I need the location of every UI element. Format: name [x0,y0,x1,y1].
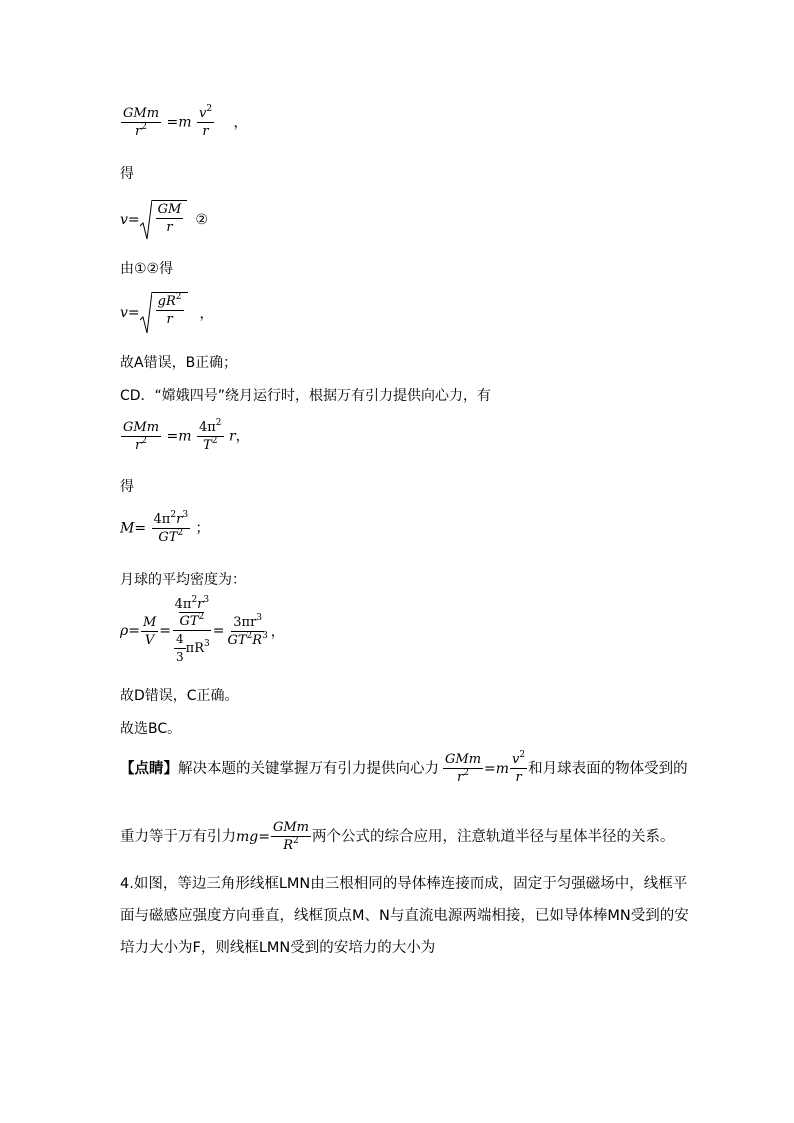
question-4-line-3: 培力大小为F，则线框LMN受到的安培力的大小为 [120,940,436,956]
question-4-line-2: 面与磁感应强度方向垂直，线框顶点M、N与直流电源两端相接，已如导体棒MN受到的安 [120,908,689,924]
equation-period: $\frac{\text{GMm}}{r^2}$ =m $\frac{4\pi^2}{T^2}$ r， [123,418,250,453]
compound-fraction: $4\pi^2r^3$ $GT^2$ $\frac{4}{3}$ $\pi R^3$ [174,595,210,664]
fraction: $\frac{\text{GMm}}{r^2}$ [123,106,160,139]
comment-line-1: 【点睛】 解决本题的关键掌握万有引力提供向心力 $\frac{\text{GMm}}{r^2}$ = m $\frac{v^2}{r}$ 和月球表面的物体受到的 [120,750,688,785]
text-conclusion-dc: 故D错误，C正确。 [120,688,239,704]
equation-density: ρ = $\frac{M}{V}$ = $4\pi^2r^3$ $GT^2$ $\frac{4}{3}$ $\pi R^3$ = $\frac{3\pi r^3}{GT^2R^3}$ ， [120,595,285,664]
text-conclusion-ab: 故A错误，B正确； [120,355,238,371]
text-cd-intro: CD．“嫦娥四号”绕月运行时，根据万有引力提供向心力，有 [120,388,492,404]
text-de-2: 得 [120,479,134,495]
text-density-intro: 月球的平均密度为： [120,572,246,588]
text-choose: 故选BC。 [120,721,182,737]
fraction: $\frac{v^2}{r}$ [198,104,213,139]
comment-line-2: 重力等于万有引力 mg = $\frac{\text{GMm}}{R^2}$ 两个公式的综合应用，注意轨道半径与星体半径的关系。 [120,820,675,853]
equation-velocity-surface: v = $\frac{gR^2}{r}$ ， [120,292,214,334]
sqrt-symbol: $\frac{gR^2}{r}$ [140,292,188,334]
text-from12: 由①②得 [120,261,174,277]
sqrt-symbol: $\frac{GM}{r}$ [140,200,188,240]
equation-mass: M= $\frac{4\pi^2r^3}{GT^2}$ ； [120,510,210,545]
question-4-line-1: 4.如图，等边三角形线框LMN由三根相同的导体棒连接而成，固定于匀强磁场中，线框平 [120,876,688,892]
text-de: 得 [120,166,134,182]
equation-gravity-centripetal: $\frac{\text{GMm}}{r^2}$ =m $\frac{v^2}{r}$ ， [123,104,248,139]
equation-velocity: v = $\frac{GM}{r}$ ② [120,200,208,240]
comment-tag: 【点睛】 [120,760,178,777]
